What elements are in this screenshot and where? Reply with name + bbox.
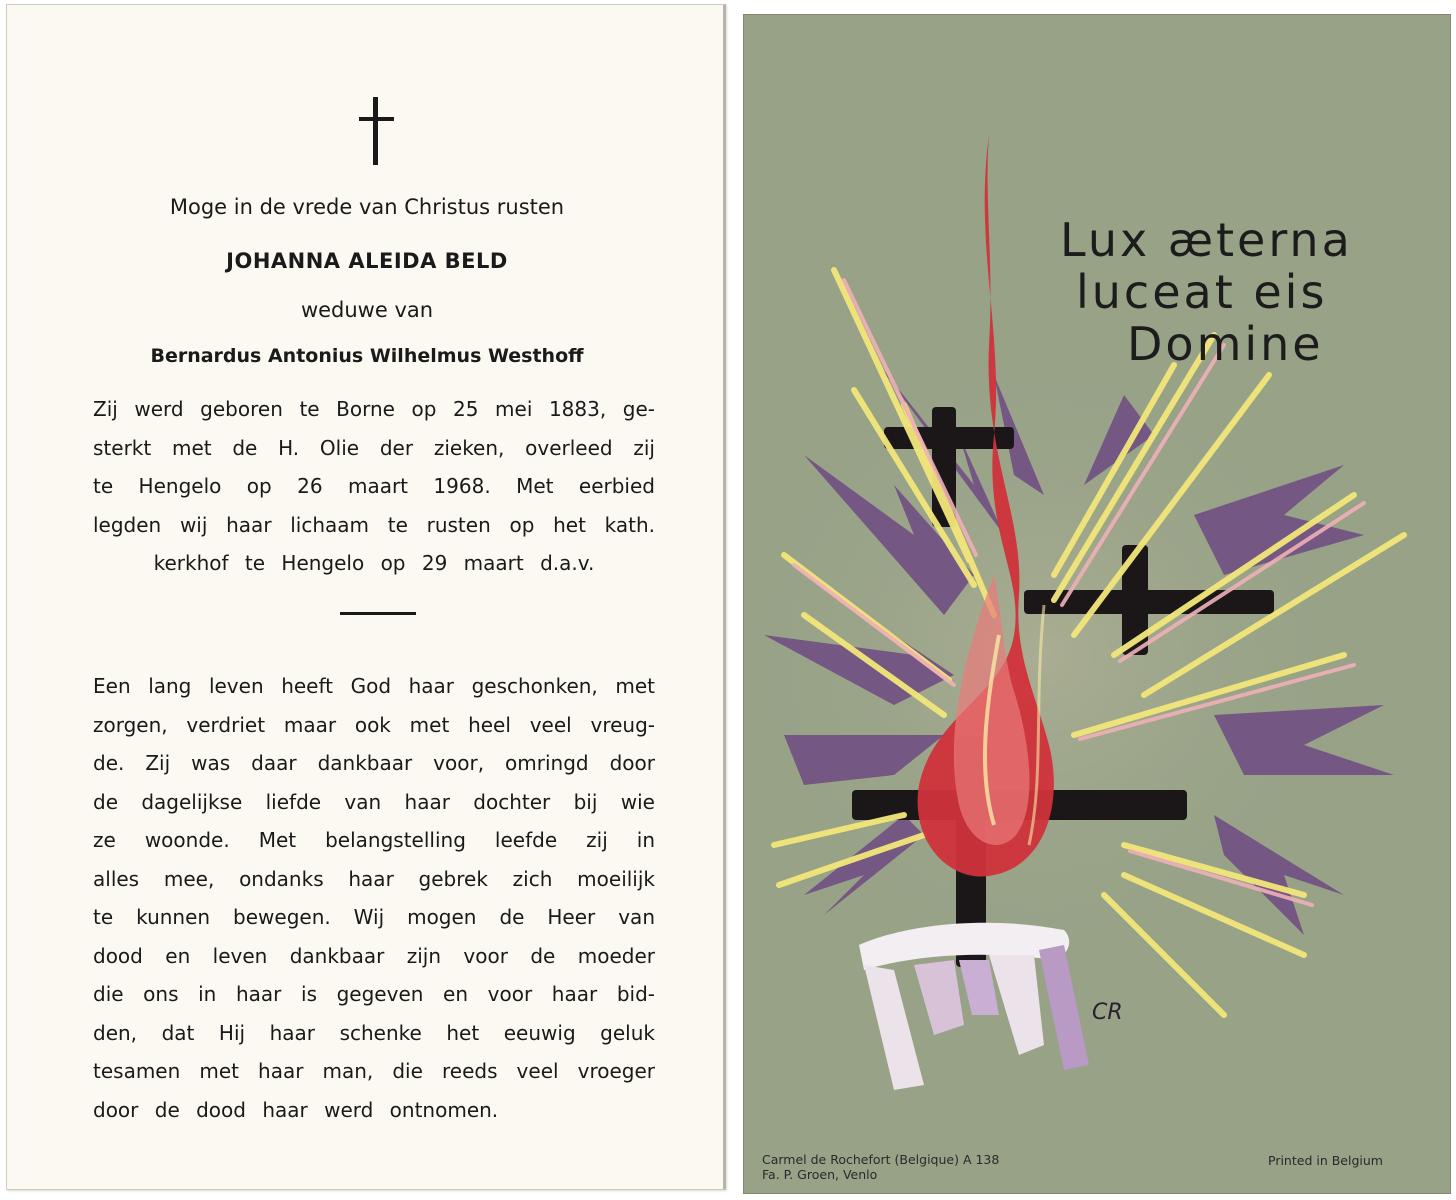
biography-paragraph xyxy=(93,390,655,583)
husband-name: Bernardus Antonius Wilhelmus Westhoff xyxy=(150,345,584,367)
tribute-line: te kunnen bewegen. Wij mogen de Heer van xyxy=(93,905,655,929)
tribute-line: tesamen met haar man, die reeds veel vroeger xyxy=(93,1059,655,1083)
tribute-line: Een lang leven heeft God haar geschonken, met xyxy=(93,674,655,698)
printed-in-label: Printed in Belgium xyxy=(1268,1153,1383,1168)
bio-line: kerkhof te Hengelo op 29 maart d.a.v. xyxy=(153,551,595,575)
inscription-line: Domine xyxy=(1127,317,1324,371)
inscription-line: luceat eis xyxy=(1076,265,1328,319)
tribute-line: dood en leven dankbaar zijn voor de moeder xyxy=(93,943,655,968)
divider xyxy=(340,612,416,615)
artist-signature: CR xyxy=(1092,1000,1123,1025)
opening-line: Moge in de vrede van Christus rusten xyxy=(169,195,565,219)
tribute-line: die ons in haar is gegeven en voor haar bid- xyxy=(93,982,655,1006)
tribute-line: door de dood haar werd ontnomen. xyxy=(93,1097,499,1122)
tribute-line: ze woonde. Met belangstelling leefde zij in xyxy=(93,828,655,852)
publisher-line: Fa. P. Groen, Venlo xyxy=(762,1167,878,1182)
tribute-line: zorgen, verdriet maar ook met heel veel vreug- xyxy=(93,712,655,737)
publisher-line: Carmel de Rochefort (Belgique) A 138 xyxy=(762,1152,1000,1167)
memorial-text-card xyxy=(6,4,726,1190)
tribute-line: den, dat Hij haar schenke het eeuwig geluk xyxy=(93,1020,655,1045)
white-cloth xyxy=(859,923,1089,1090)
deceased-name: JOHANNA ALEIDA BELD xyxy=(226,249,508,273)
bio-line: legden wij haar lichaam te rusten op het kath. xyxy=(93,512,655,537)
bio-line: te Hengelo op 26 maart 1968. Met eerbied xyxy=(93,474,655,498)
tribute-line: de dagelijkse liefde van haar dochter bij wie xyxy=(93,789,655,814)
tribute-line: de. Zij was daar dankbaar voor, omringd door xyxy=(93,751,655,775)
tribute-line: alles mee, ondanks haar gebrek zich moeilijk xyxy=(93,866,655,891)
bio-line: sterkt met de H. Olie der zieken, overleed zij xyxy=(93,435,655,460)
inscription-line: Lux æterna xyxy=(1060,213,1353,267)
tribute-paragraph xyxy=(93,667,655,1129)
relation-line: weduwe van xyxy=(300,298,434,322)
devotional-image-card xyxy=(743,14,1451,1194)
bio-line: Zij werd geboren te Borne op 25 mei 1883, ge- xyxy=(93,397,655,421)
